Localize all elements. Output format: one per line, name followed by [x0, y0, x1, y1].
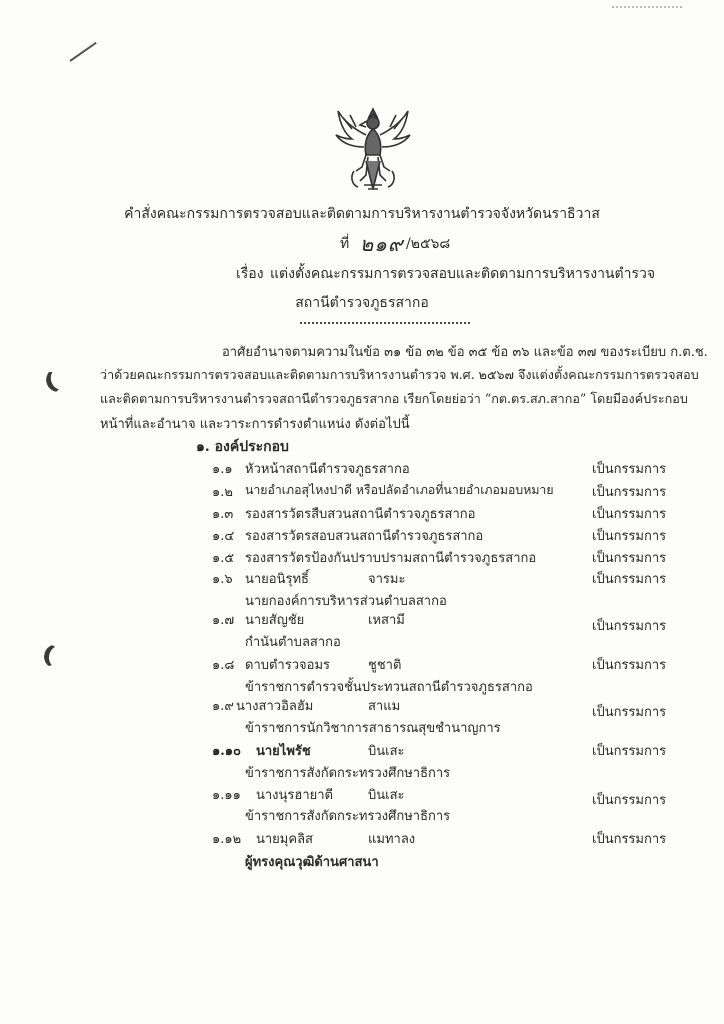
member-name: นายมุคลิส — [256, 832, 313, 847]
member-number: ๑.๓ — [212, 507, 234, 522]
member-name: นางสาวอิลฮัม — [236, 699, 314, 714]
member-surname: สาแม — [368, 699, 401, 714]
member-number: ๑.๕ — [212, 551, 235, 566]
document-title: คำสั่งคณะกรรมการตรวจสอบและติดตามการบริหารงานตำรวจจังหวัดนราธิวาส — [124, 206, 600, 222]
member-name: รองสารวัตรสืบสวนสถานีตำรวจภูธรสากอ — [245, 507, 476, 522]
scan-top-mark — [612, 0, 682, 8]
member-description: นายกองค์การบริหารส่วนตำบลสากอ — [245, 594, 447, 609]
member-name: ดาบตำรวจอมร — [245, 658, 330, 673]
member-role: เป็นกรรมการ — [592, 507, 667, 522]
member-number: ๑.๔ — [212, 529, 235, 544]
member-surname: เหสามี — [368, 613, 405, 628]
member-role: เป็นกรรมการ — [592, 744, 667, 759]
paragraph-line-1: อาศัยอำนาจตามความในข้อ ๓๑ ข้อ ๓๒ ข้อ ๓๕ ข้อ ๓๖ และข้อ ๓๗ ของระเบียบ ก.ต.ช. — [222, 345, 708, 360]
member-number: ๑.๑ — [212, 462, 233, 477]
member-role: เป็นกรรมการ — [592, 793, 667, 808]
member-role: เป็นกรรมการ — [592, 832, 667, 847]
member-name: รองสารวัตรป้องกันปราบปรามสถานีตำรวจภูธรสากอ — [245, 551, 537, 566]
member-name: นายไพรัช — [256, 744, 311, 759]
member-description: ผู้ทรงคุณวุฒิด้านศาสนา — [245, 855, 379, 870]
member-description: ข้าราชการนักวิชาการสาธารณสุขชำนาญการ — [245, 721, 501, 736]
paragraph-line-3: และติดตามการบริหารงานตำรวจสถานีตำรวจภูธรสากอ เรียกโดยย่อว่า “กต.ตร.สภ.สากอ” โดยมีองค์ประกอบ — [100, 391, 688, 406]
member-description: ข้าราชการตำรวจชั้นประทวนสถานีตำรวจภูธรสากอ — [245, 680, 533, 695]
subject-line-2: สถานีตำรวจภูธรสากอ — [295, 295, 429, 311]
member-number: ๑.๑๑ — [212, 788, 241, 803]
paragraph-line-4: หน้าที่และอำนาจ และวาระการดำรงตำแหน่ง ดังต่อไปนี้ — [100, 417, 410, 432]
member-role: เป็นกรรมการ — [592, 705, 667, 720]
member-number: ๑.๑๐ — [212, 744, 241, 759]
subject-line-1: แต่งตั้งคณะกรรมการตรวจสอบและติดตามการบริหารงานตำรวจ — [270, 266, 656, 282]
order-number-handwritten: ๒๑๙ — [360, 232, 404, 256]
member-number: ๑.๑๒ — [212, 832, 242, 847]
order-number-prefix: ที่ — [340, 236, 350, 252]
subject-label: เรื่อง — [236, 266, 264, 282]
member-role: เป็นกรรมการ — [592, 551, 667, 566]
member-surname: แมทาลง — [368, 832, 416, 847]
garuda-emblem-icon — [330, 105, 416, 193]
member-role: เป็นกรรมการ — [592, 619, 667, 634]
punch-hole-top — [42, 362, 78, 396]
member-name: นางนุรฮายาตี — [256, 788, 333, 803]
pen-stroke-mark — [69, 42, 96, 62]
member-number: ๑.๒ — [212, 485, 233, 500]
member-number: ๑.๗ — [212, 613, 235, 628]
member-surname: บินเสะ — [368, 744, 405, 759]
member-name: นายสัญชัย — [245, 613, 305, 628]
member-number: ๑.๙ — [212, 699, 234, 714]
member-role: เป็นกรรมการ — [592, 572, 667, 587]
paragraph-line-2: ว่าด้วยคณะกรรมการตรวจสอบและติดตามการบริหารงานตำรวจ พ.ศ. ๒๕๖๗ จึงแต่งตั้งคณะกรรมการตรวจสอบ — [100, 367, 699, 382]
member-role: เป็นกรรมการ — [592, 658, 667, 673]
member-description: กำนันตำบลสากอ — [245, 635, 341, 650]
member-name: รองสารวัตรสอบสวนสถานีตำรวจภูธรสากอ — [245, 529, 484, 544]
member-name: นายอำเภอสุไหงปาดี หรือปลัดอำเภอที่นายอำเภอมอบหมาย — [245, 483, 554, 497]
order-number-year: /๒๕๖๘ — [406, 236, 451, 252]
member-surname: ชูชาติ — [368, 658, 402, 673]
member-description: ข้าราชการสังกัดกระทรวงศึกษาธิการ — [245, 809, 451, 824]
member-role: เป็นกรรมการ — [592, 485, 667, 500]
member-role: เป็นกรรมการ — [592, 529, 667, 544]
member-number: ๑.๘ — [212, 658, 235, 673]
member-surname: บินเสะ — [368, 788, 405, 803]
dotted-divider — [300, 322, 470, 324]
member-role: เป็นกรรมการ — [592, 462, 667, 477]
member-surname: จารมะ — [368, 572, 406, 587]
punch-hole-bottom — [42, 642, 75, 673]
section-heading: ๑. องค์ประกอบ — [196, 439, 289, 455]
member-description: ข้าราชการสังกัดกระทรวงศึกษาธิการ — [245, 766, 451, 781]
member-number: ๑.๖ — [212, 572, 233, 587]
member-name: หัวหน้าสถานีตำรวจภูธรสากอ — [245, 462, 410, 477]
member-name: นายอนิรุทธิ์ — [245, 572, 309, 587]
